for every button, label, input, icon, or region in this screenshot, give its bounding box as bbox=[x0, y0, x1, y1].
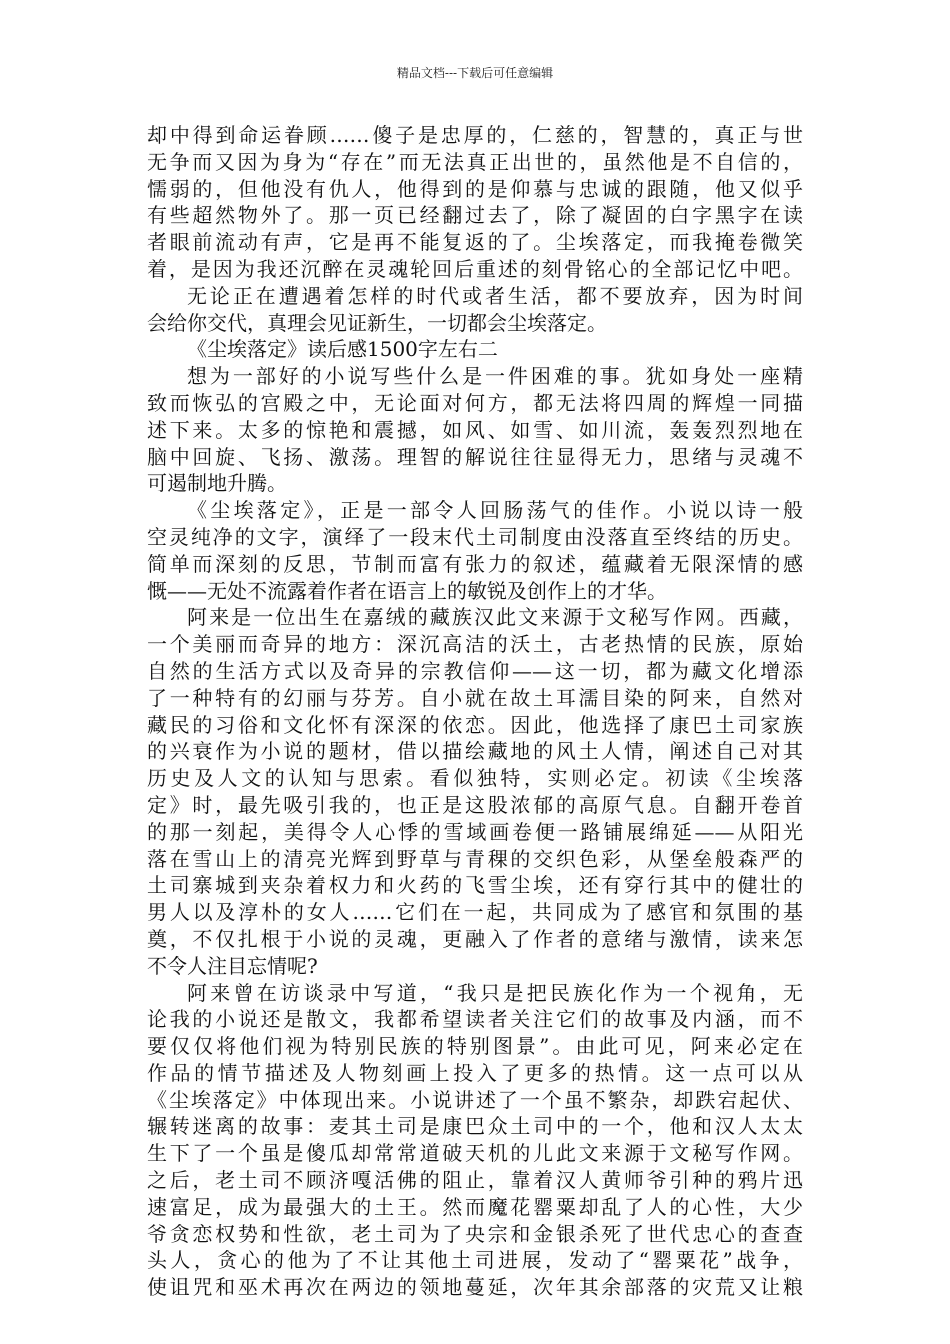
text-line: 《尘埃落定》，正是一部令人回肠荡气的佳作。小说以诗一般 bbox=[187, 498, 803, 523]
text-line: 会给你交代，真理会见证新生，一切都会尘埃落定。 bbox=[147, 310, 607, 335]
text-line: 无论正在遭遇着怎样的时代或者生活，都不要放弃，因为时间 bbox=[187, 283, 803, 308]
text-line: 男人以及淳朴的女人……它们在一起，共同成为了感官和氛围的基 bbox=[147, 900, 803, 925]
text-line: 的那一刻起，美得令人心悸的雪域画卷便一路铺展绵延——从阳光 bbox=[147, 819, 803, 844]
text-line: 着，是因为我还沉醉在灵魂轮回后重述的刻骨铭心的全部记忆中吧。 bbox=[147, 256, 803, 281]
text-line: 了一种特有的幻丽与芬芳。自小就在故土耳濡目染的阿来，自然对 bbox=[147, 685, 803, 710]
text-line: 有些超然物外了。那一页已经翻过去了，除了凝固的白字黑字在读 bbox=[147, 203, 803, 228]
text-line: 速富足，成为最强大的土王。然而魔花罂粟却乱了人的心性，大少 bbox=[147, 1194, 803, 1219]
text-line: 脑中回旋、飞扬、激荡。理智的解说往往显得无力，思绪与灵魂不 bbox=[147, 444, 803, 469]
text-line: 空灵纯净的文字，演绎了一段末代土司制度由没落直至终结的历史。 bbox=[147, 524, 803, 549]
text-line: 历史及人文的认知与思索。看似独特，实则必定。初读《尘埃落 bbox=[147, 766, 803, 791]
text-line: 奠，不仅扎根于小说的灵魂，更融入了作者的意绪与激情，读来怎 bbox=[147, 926, 803, 951]
page-header: 精品文档---下载后可任意编辑 bbox=[396, 66, 554, 80]
text-line: 藏民的习俗和文化怀有深深的依恋。因此，他选择了康巴土司家族 bbox=[147, 712, 803, 737]
text-line: 阿来是一位出生在嘉绒的藏族汉此文来源于文秘写作网。西藏， bbox=[187, 605, 803, 630]
text-line: 懦弱的，但他没有仇人，他得到的是仰慕与忠诚的跟随，他又似乎 bbox=[147, 176, 803, 201]
text-line: 可遏制地升腾。 bbox=[147, 471, 287, 496]
text-line: 无争而又因为身为“存在”而无法真正出世的，虽然他是不自信的， bbox=[147, 149, 803, 174]
text-line: 土司寨城到夹杂着权力和火药的飞雪尘埃，还有穿行其中的健壮的 bbox=[147, 873, 803, 898]
text-line: 不令人注目忘情呢? bbox=[147, 953, 318, 978]
text-line: 爷贪恋权势和性欲，老土司为了央宗和金银杀死了世代忠心的查查 bbox=[147, 1221, 803, 1246]
text-line: 述下来。太多的惊艳和震撼，如风、如雪、如川流，轰轰烈烈地在 bbox=[147, 417, 803, 442]
text-line: 的兴衰作为小说的题材，借以描绘藏地的风土人情，阐述自己对其 bbox=[147, 739, 803, 764]
text-line: 之后，老土司不顾济嘎活佛的阻止，靠着汉人黄师爷引种的鸦片迅 bbox=[147, 1168, 803, 1193]
text-line: 《尘埃落定》中体现出来。小说讲述了一个虽不繁杂，却跌宕起伏、 bbox=[147, 1087, 803, 1112]
text-line: 辗转迷离的故事：麦其土司是康巴众土司中的一个，他和汉人太太 bbox=[147, 1114, 803, 1139]
text-line: 一个美丽而奇异的地方：深沉高洁的沃土，古老热情的民族，原始 bbox=[147, 632, 803, 657]
document-body bbox=[147, 122, 803, 1301]
text-line: 作品的情节描述及人物刻画上投入了更多的热情。这一点可以从 bbox=[147, 1060, 803, 1085]
text-line: 想为一部好的小说写些什么是一件困难的事。犹如身处一座精 bbox=[187, 364, 803, 389]
text-line: 简单而深刻的反思，节制而富有张力的叙述，蕴藏着无限深情的感 bbox=[147, 551, 803, 576]
text-line: 慨——无处不流露着作者在语言上的敏锐及创作上的才华。 bbox=[147, 578, 667, 603]
text-line: 定》时，最先吸引我的，也正是这股浓郁的高原气息。自翻开卷首 bbox=[147, 792, 803, 817]
text-line: 生下了一个虽是傻瓜却常常道破天机的儿此文来源于文秘写作网。 bbox=[147, 1141, 803, 1166]
text-line: 使诅咒和巫术再次在两边的领地蔓延，次年其余部落的灾荒又让粮 bbox=[147, 1275, 803, 1300]
text-line: 阿来曾在访谈录中写道，“我只是把民族化作为一个视角，无 bbox=[187, 980, 803, 1005]
text-line: 要仅仅将他们视为特别民族的特别图景”。由此可见，阿来必定在 bbox=[147, 1034, 803, 1059]
text-line: 头人，贪心的他为了不让其他土司进展，发动了“罂粟花”战争， bbox=[147, 1248, 803, 1273]
text-line: 却中得到命运眷顾……傻子是忠厚的，仁慈的，智慧的，真正与世 bbox=[147, 123, 803, 147]
text-line: 《尘埃落定》读后感1500字左右二 bbox=[187, 337, 498, 362]
text-line: 落在雪山上的清亮光辉到野草与青稞的交织色彩，从堡垒般森严的 bbox=[147, 846, 803, 871]
text-line: 致而恢弘的宫殿之中，无论面对何方，都无法将四周的辉煌一同描 bbox=[147, 390, 803, 415]
text-line: 自然的生活方式以及奇异的宗教信仰——这一切，都为藏文化增添 bbox=[147, 658, 803, 683]
text-line: 论我的小说还是散文，我都希望读者关注它们的故事及内涵，而不 bbox=[147, 1007, 803, 1032]
text-line: 者眼前流动有声，它是再不能复返的了。尘埃落定，而我掩卷微笑 bbox=[147, 230, 803, 255]
